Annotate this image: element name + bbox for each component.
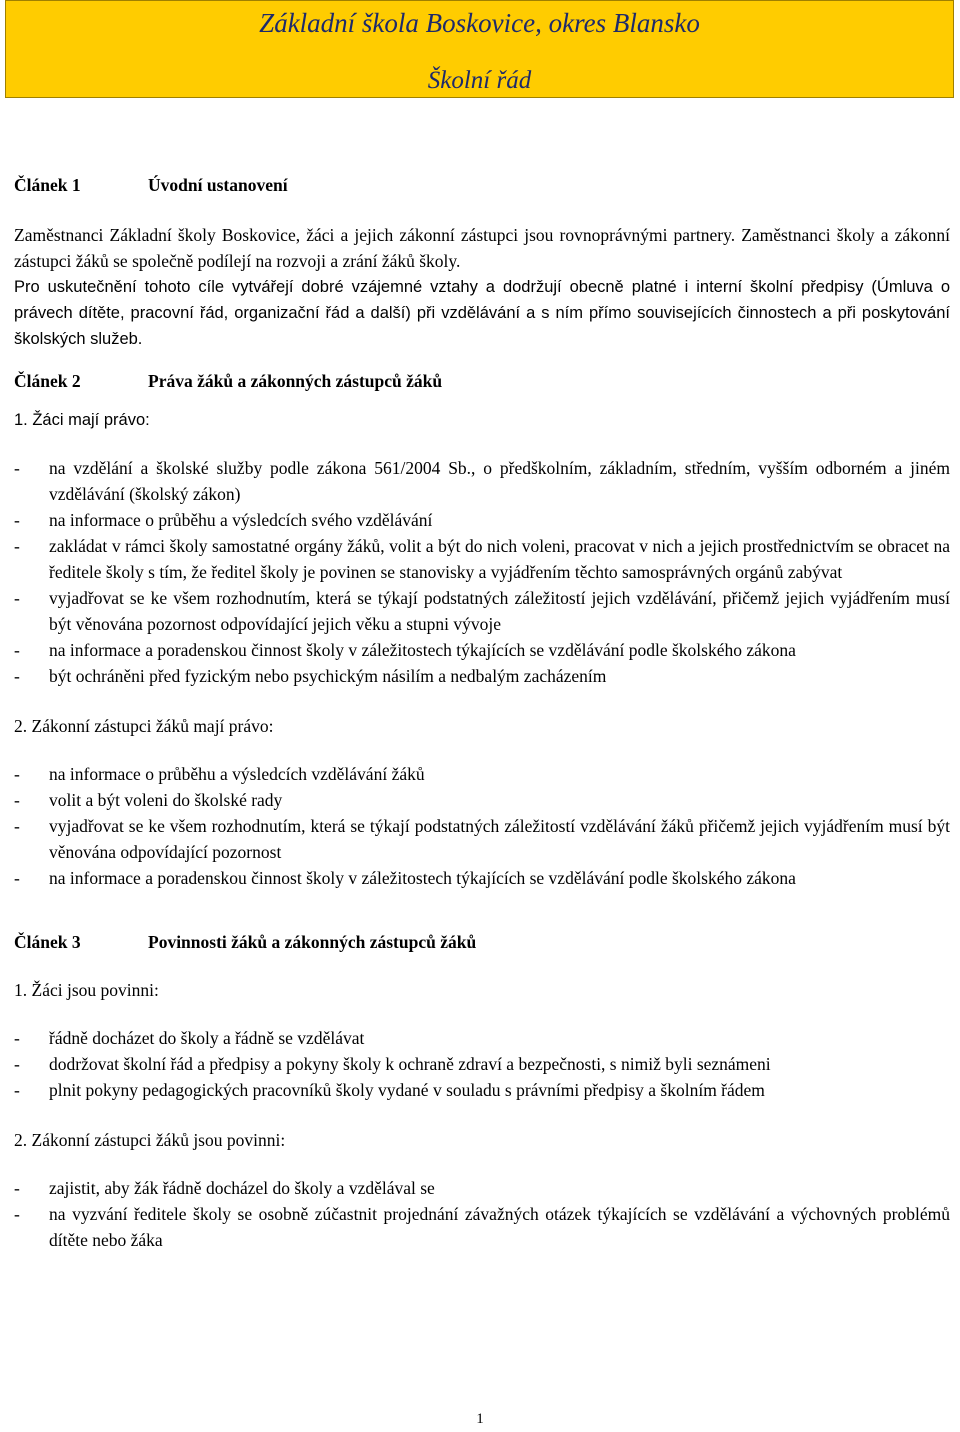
document-body xyxy=(14,172,950,1253)
header-banner xyxy=(5,0,954,98)
article-3-heading xyxy=(14,929,950,955)
article-1-number: Článek 1 xyxy=(14,175,81,195)
list-item: - dodržovat školní řád a předpisy a pokyny školy k ochraně zdraví a bezpečnosti, s nimiž byli seznámeni xyxy=(14,1051,950,1077)
article-1-heading xyxy=(14,172,950,198)
list-item: - na informace o průběhu a výsledcích vzdělávání žáků xyxy=(14,761,950,787)
article-3-section-1-list xyxy=(14,1025,950,1103)
article-1-paragraph-1: Zaměstnanci Základní školy Boskovice, žáci a jejich zákonní zástupci jsou rovnoprávnými partnery. Zaměstnanci školy a zákonní zástupci žáků se společně podílejí na rozvoji a zrání žáků školy. xyxy=(14,225,950,271)
list-item: - být ochráněni před fyzickým nebo psychickým násilím a nedbalým zacházením xyxy=(14,663,950,689)
article-3-section-1-heading: 1. Žáci jsou povinni: xyxy=(14,980,159,1000)
article-3-section-2-list xyxy=(14,1175,950,1253)
list-item: - na informace a poradenskou činnost školy v záležitostech týkajících se vzdělávání podle školského zákona xyxy=(14,865,950,891)
list-item: - volit a být voleni do školské rady xyxy=(14,787,950,813)
list-item: - vyjadřovat se ke všem rozhodnutím, která se týkají podstatných záležitostí jejich vzdělávání, přičemž jejich vyjádřením musí být věnována pozornost odpovídající jejich věku a stupni vývoje xyxy=(14,585,950,637)
article-1-paragraph-2: Pro uskutečnění tohoto cíle vytvářejí dobré vzájemné vztahy a dodržují obecně platné i interní školní předpisy (Úmluva o právech dítěte, pracovní řád, organizační řád a další) při vzdělávání a s ním přímo souvisejících činnostech a při poskytování školských služeb. xyxy=(14,278,950,348)
document-title: Školní řád xyxy=(427,67,532,94)
article-2-section-1-list xyxy=(14,455,950,689)
list-item: - řádně docházet do školy a řádně se vzdělávat xyxy=(14,1025,950,1051)
article-3-title: Povinnosti žáků a zákonných zástupců žáků xyxy=(148,932,477,952)
list-item: - plnit pokyny pedagogických pracovníků školy vydané v souladu s právními předpisy a školním řádem xyxy=(14,1077,950,1103)
article-3-section-2-heading: 2. Zákonní zástupci žáků jsou povinni: xyxy=(14,1130,286,1150)
list-item: - vyjadřovat se ke všem rozhodnutím, která se týkají podstatných záležitostí vzdělávání žáků přičemž jejich vyjádřením musí být věnována odpovídající pozornost xyxy=(14,813,950,865)
school-title: Základní škola Boskovice, okres Blansko xyxy=(259,8,700,38)
article-2-section-1-heading: 1. Žáci mají právo: xyxy=(14,411,150,429)
article-2-section-2-list xyxy=(14,761,950,891)
article-3-number: Článek 3 xyxy=(14,932,81,952)
article-2-heading xyxy=(14,368,950,394)
article-2-number: Článek 2 xyxy=(14,371,81,391)
article-2-section-2-heading: 2. Zákonní zástupci žáků mají právo: xyxy=(14,716,274,736)
list-item: - zajistit, aby žák řádně docházel do školy a vzdělával se xyxy=(14,1175,950,1201)
list-item: - na vzdělání a školské služby podle zákona 561/2004 Sb., o předškolním, základním, středním, vyšším odborném a jiném vzdělávání (školský zákon) xyxy=(14,455,950,507)
article-1-title: Úvodní ustanovení xyxy=(148,175,288,195)
list-item: - na vyzvání ředitele školy se osobně zúčastnit projednání závažných otázek týkajících se vzdělávání a výchovných problémů dítěte nebo žáka xyxy=(14,1201,950,1253)
list-item: - na informace a poradenskou činnost školy v záležitostech týkajících se vzdělávání podle školského zákona xyxy=(14,637,950,663)
list-item: - zakládat v rámci školy samostatné orgány žáků, volit a být do nich voleni, pracovat v nich a jejich prostřednictvím se obracet na ředitele školy s tím, že ředitel školy je povinen se stanovisky a vyjádřením těchto samosprávných orgánů zabývat xyxy=(14,533,950,585)
page-number: 1 xyxy=(476,1411,484,1427)
article-2-title: Práva žáků a zákonných zástupců žáků xyxy=(148,371,443,391)
list-item: - na informace o průběhu a výsledcích svého vzdělávání xyxy=(14,507,950,533)
